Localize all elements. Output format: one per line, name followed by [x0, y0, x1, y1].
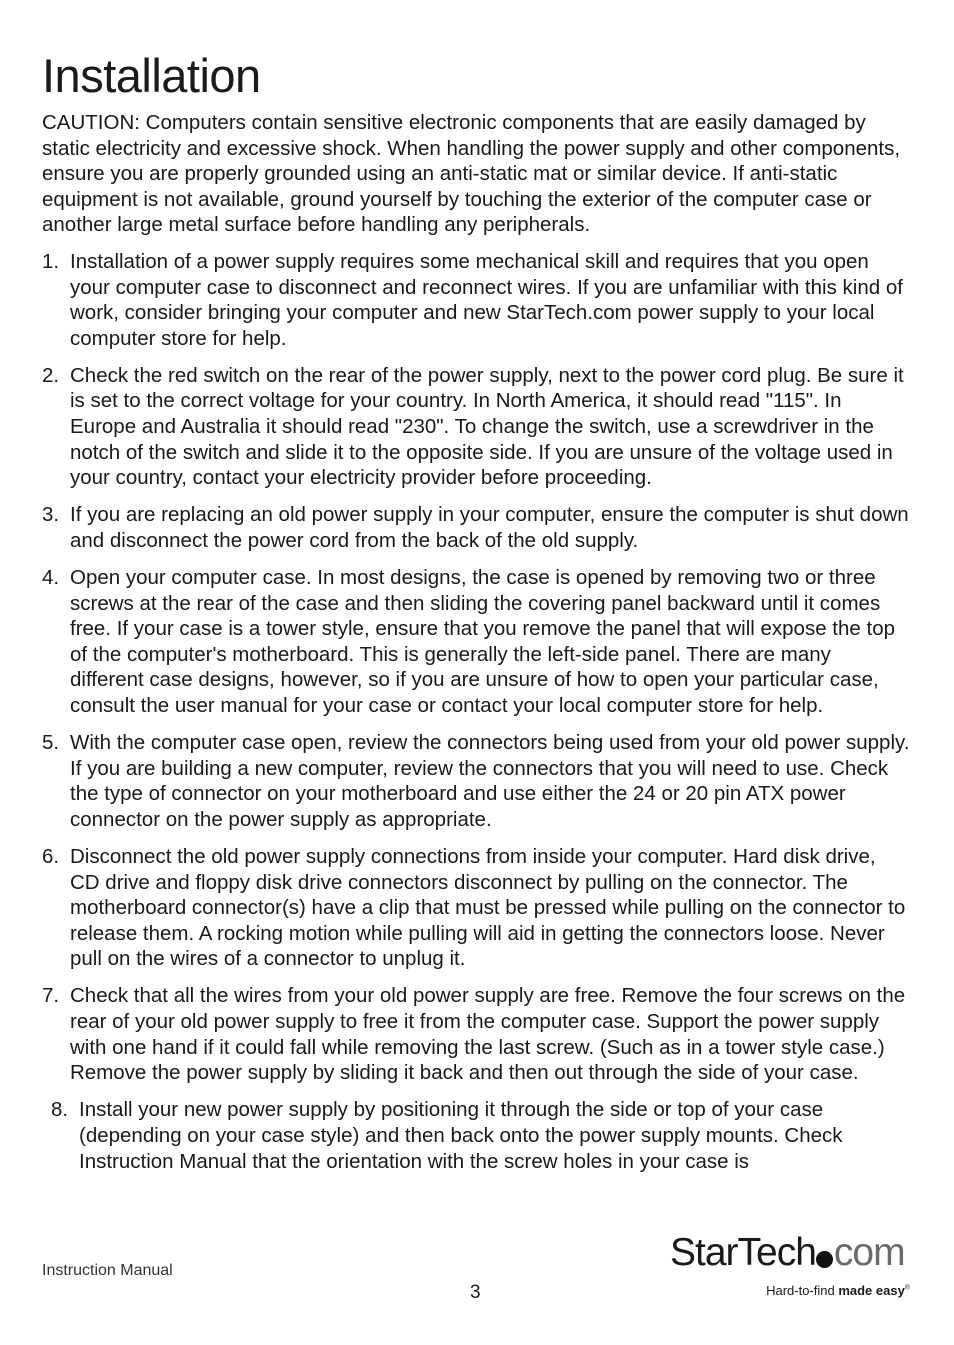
page-title: Installation	[42, 49, 261, 102]
step-item	[42, 565, 910, 719]
logo-wordmark	[670, 1233, 910, 1272]
logo-brand-name: StarTech	[670, 1231, 816, 1274]
step-number: 6.	[42, 844, 60, 868]
step-number: 4.	[42, 566, 60, 590]
step-item	[42, 730, 910, 832]
step-text: Check the red switch on the rear of the power supply, next to the power cord plug. Be sure it is set to the correct voltage for your country. In North America, it should read "115". In Europe and Australia it should read "230". To change the switch, use a screwdriver in the notch of the switch and slide it to the opposite side. If you are unsure of the voltage used in your country, contact your electricity provider before proceeding.	[70, 363, 904, 490]
step-item	[42, 1097, 910, 1174]
step-item	[42, 844, 910, 972]
footer-label: Instruction Manual	[42, 1262, 173, 1279]
tagline-bold: made easy	[838, 1283, 905, 1298]
startech-logo	[670, 1233, 910, 1305]
step-text: Open your computer case. In most designs, the case is opened by removing two or three screws at the rear of the case and then sliding the covering panel backward until it comes free. If your case is a tower style, ensure that you remove the panel that will expose the top of the computer's motherboard. This is generally the left-side panel. There are many different case designs, however, so if you are unsure of how to open your particular case, consult the user manual for your case or contact your local computer store for help.	[70, 566, 895, 717]
step-number: 5.	[42, 731, 60, 755]
step-text: Check that all the wires from your old power supply are free. Remove the four screws on the rear of your old power supply to free it from the computer case. Support the power supply with one hand if it could fall while removing the last screw. (Such as in a tower style case.) Remove the power supply by sliding it back and then out through the side of your case.	[70, 984, 906, 1085]
step-number: 1.	[42, 250, 60, 273]
installation-steps-list	[42, 249, 910, 1186]
step-item	[42, 983, 910, 1085]
logo-tld: com	[833, 1231, 905, 1274]
step-item	[42, 502, 910, 553]
step-text: With the computer case open, review the connectors being used from your old power supply. If you are building a new computer, review the connectors that you will need to use. Check the type of connector on your motherboard and use either the 24 or 20 pin ATX power connector on the power supply as appropriate.	[70, 731, 910, 831]
step-number: 8.	[51, 1098, 69, 1122]
tagline-regular: Hard-to-find	[766, 1283, 839, 1298]
page-number: 3	[470, 1282, 481, 1303]
step-number: 2.	[42, 363, 60, 387]
step-text: Installation of a power supply requires some mechanical skill and requires that you open your computer case to disconnect and reconnect wires. If you are unfamiliar with this kind of work, consider bringing your computer and new StarTech.com power supply to your local computer store for help.	[70, 250, 903, 350]
logo-tagline	[766, 1283, 910, 1298]
step-number: 3.	[42, 503, 60, 527]
registered-mark: ®	[904, 1284, 910, 1292]
step-text: If you are replacing an old power supply in your computer, ensure the computer is shut down and disconnect the power cord from the back of the old supply.	[70, 503, 909, 552]
caution-paragraph: CAUTION: Computers contain sensitive electronic components that are easily damaged by static electricity and excessive shock. When handling the power supply and other components, ensure you are properly grounded using an anti-static mat or similar device. If anti-static equipment is not available, ground yourself by touching the exterior of the computer case or another large metal surface before handling any peripherals.	[42, 111, 901, 237]
step-item	[42, 249, 910, 351]
logo-dot-icon	[816, 1251, 833, 1268]
step-number: 7.	[42, 984, 60, 1008]
step-text: Disconnect the old power supply connections from inside your computer. Hard disk drive, CD drive and floppy disk drive connectors disconnect by pulling on the connector. The motherboard connector(s) have a clip that must be pressed while pulling on the connector to release them. A rocking motion while pulling will aid in getting the connectors loose. Never pull on the wires of a connector to unplug it.	[70, 844, 906, 971]
step-text: Install your new power supply by positioning it through the side or top of your case (depending on your case style) and then back onto the power supply mounts. Check Instruction Manual that the orientation with the screw holes in your case is	[79, 1098, 843, 1173]
step-item	[42, 363, 910, 491]
